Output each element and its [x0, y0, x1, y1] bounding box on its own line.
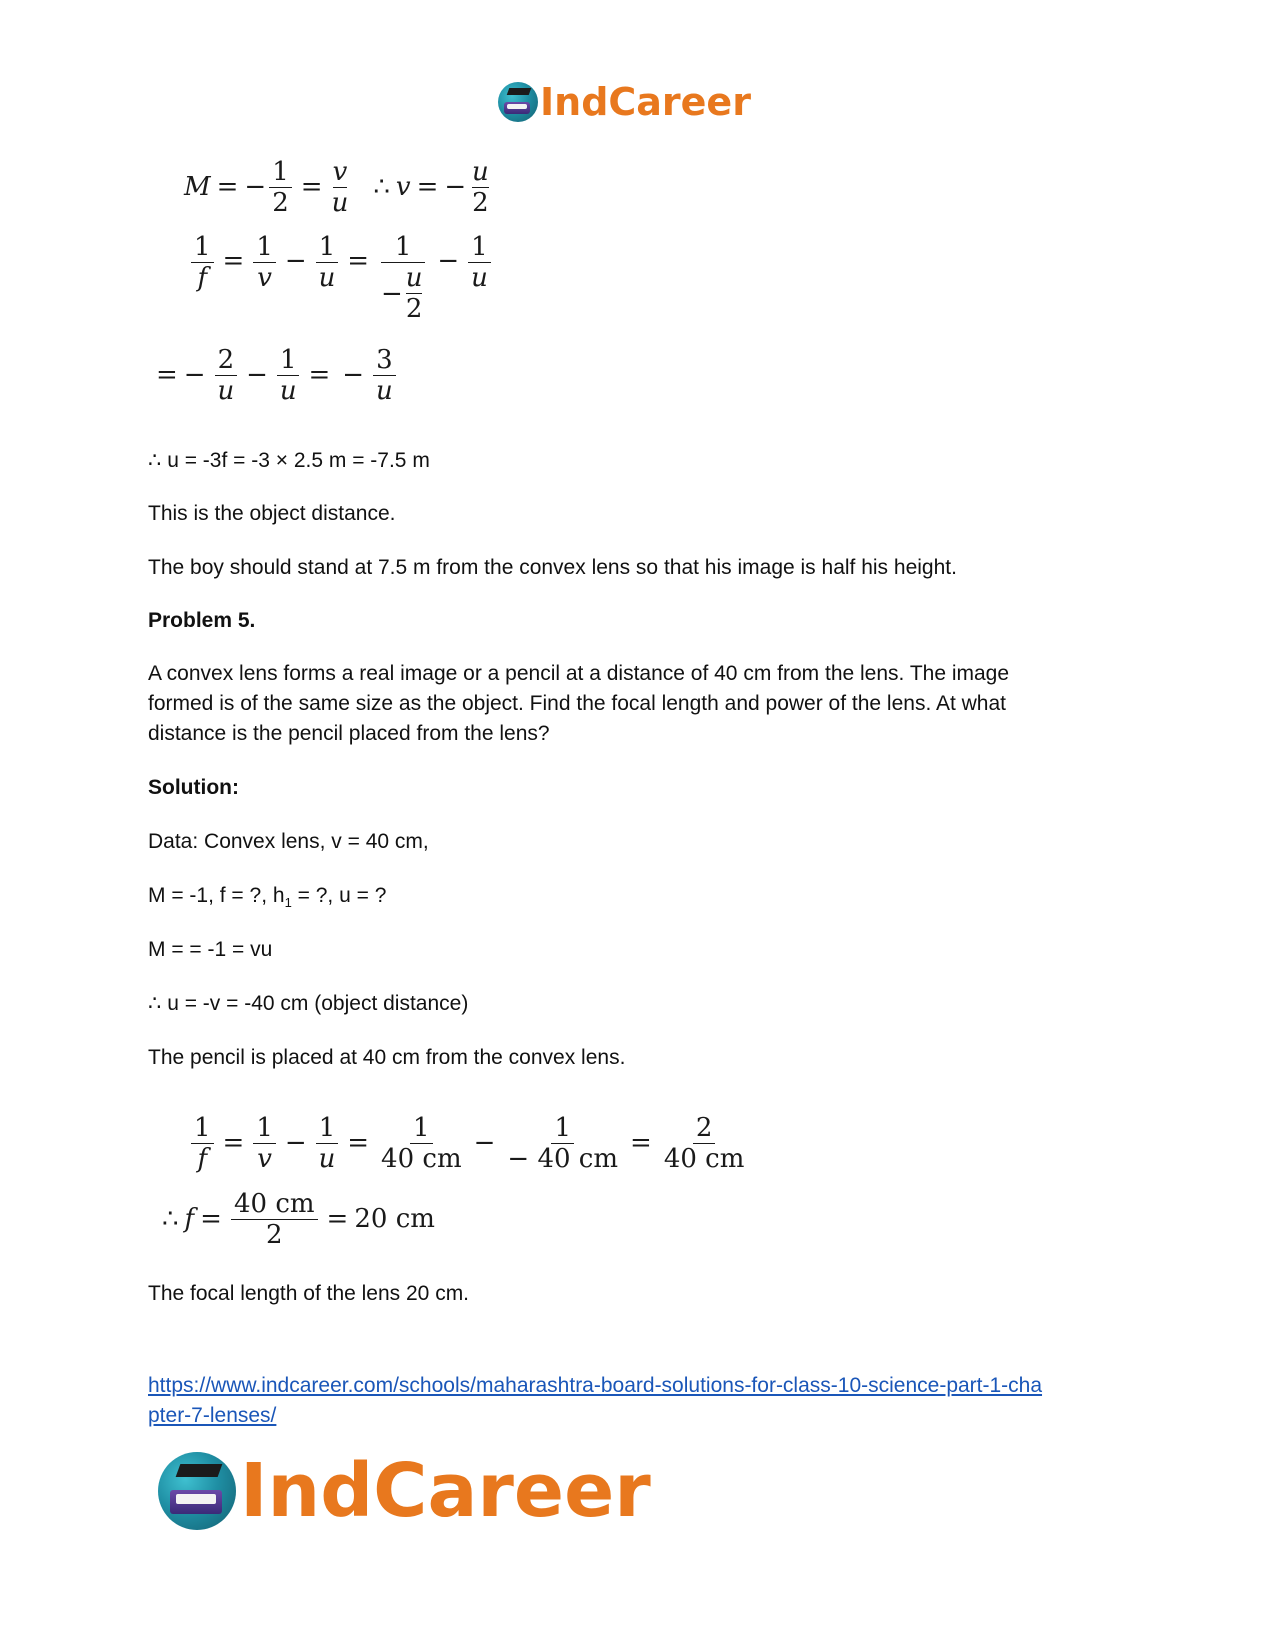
solution-heading: Solution: [148, 776, 239, 799]
u-result-line: ∴ u = -v = -40 cm (object distance) [148, 992, 469, 1015]
problem-text-line-3: distance is the pencil placed from the lens? [148, 722, 550, 745]
graduation-globe-book-icon [158, 1452, 236, 1530]
equation-focal-length: $\frac{1}{f}$ = $\frac{1}{v}$ − $\frac{1}{u}$ = $\frac{1}{40 cm}$ − $\frac{1}{- 40 cm}$ = $\frac{2}{40 cm}$ [188, 1108, 750, 1178]
magnification-line: M = = -1 = vu [148, 938, 273, 961]
focal-length-conclusion: The focal length of the lens 20 cm. [148, 1282, 470, 1305]
problem-text-line-1: A convex lens forms a real image or a pencil at a distance of 40 cm from the lens. The image [148, 662, 1010, 685]
pencil-position-line: The pencil is placed at 40 cm from the convex lens. [148, 1046, 626, 1069]
equation-focal-result: ∴ f = $\frac{40 cm}{2}$ = 20 cm [162, 1188, 435, 1250]
data-line: Data: Convex lens, v = 40 cm, [148, 830, 429, 853]
brand-name: IndCareer [540, 80, 751, 124]
object-distance-result: ∴ u = -3f = -3 × 2.5 m = -7.5 m [148, 449, 430, 472]
equation-lens-formula-2: = − $\frac{2}{u}$ − $\frac{1}{u}$ = − $\frac{3}{u}$ [156, 340, 399, 410]
given-values-line: M = -1, f = ?, $h_1$ = ?, u = ? [148, 884, 387, 911]
problem-heading: Problem 5. [148, 609, 256, 632]
header-logo [498, 80, 751, 124]
graduation-globe-book-icon [498, 82, 538, 122]
brand-name-large: IndCareer [240, 1448, 651, 1534]
equation-lens-formula-1: $\frac{1}{f}$ = $\frac{1}{v}$ − $\frac{1}{u}$ = 1 − $\frac{u}{2}$ − $\frac{1}{u}$ [188, 232, 494, 332]
source-link[interactable]: https://www.indcareer.com/schools/maharashtra-board-solutions-for-class-10-science-part-1-cha pter-7-lenses/ [148, 1374, 1043, 1427]
boy-position-note: The boy should stand at 7.5 m from the convex lens so that his image is half his height. [148, 556, 957, 579]
footer-logo [158, 1448, 651, 1534]
equation-magnification: M = − $\frac{1}{2}$ = $\frac{v}{u}$ ∴ v = − $\frac{u}{2}$ [184, 156, 489, 218]
object-distance-note: This is the object distance. [148, 502, 396, 525]
problem-text-line-2: formed is of the same size as the object. Find the focal length and power of the lens. At what [148, 692, 1006, 715]
